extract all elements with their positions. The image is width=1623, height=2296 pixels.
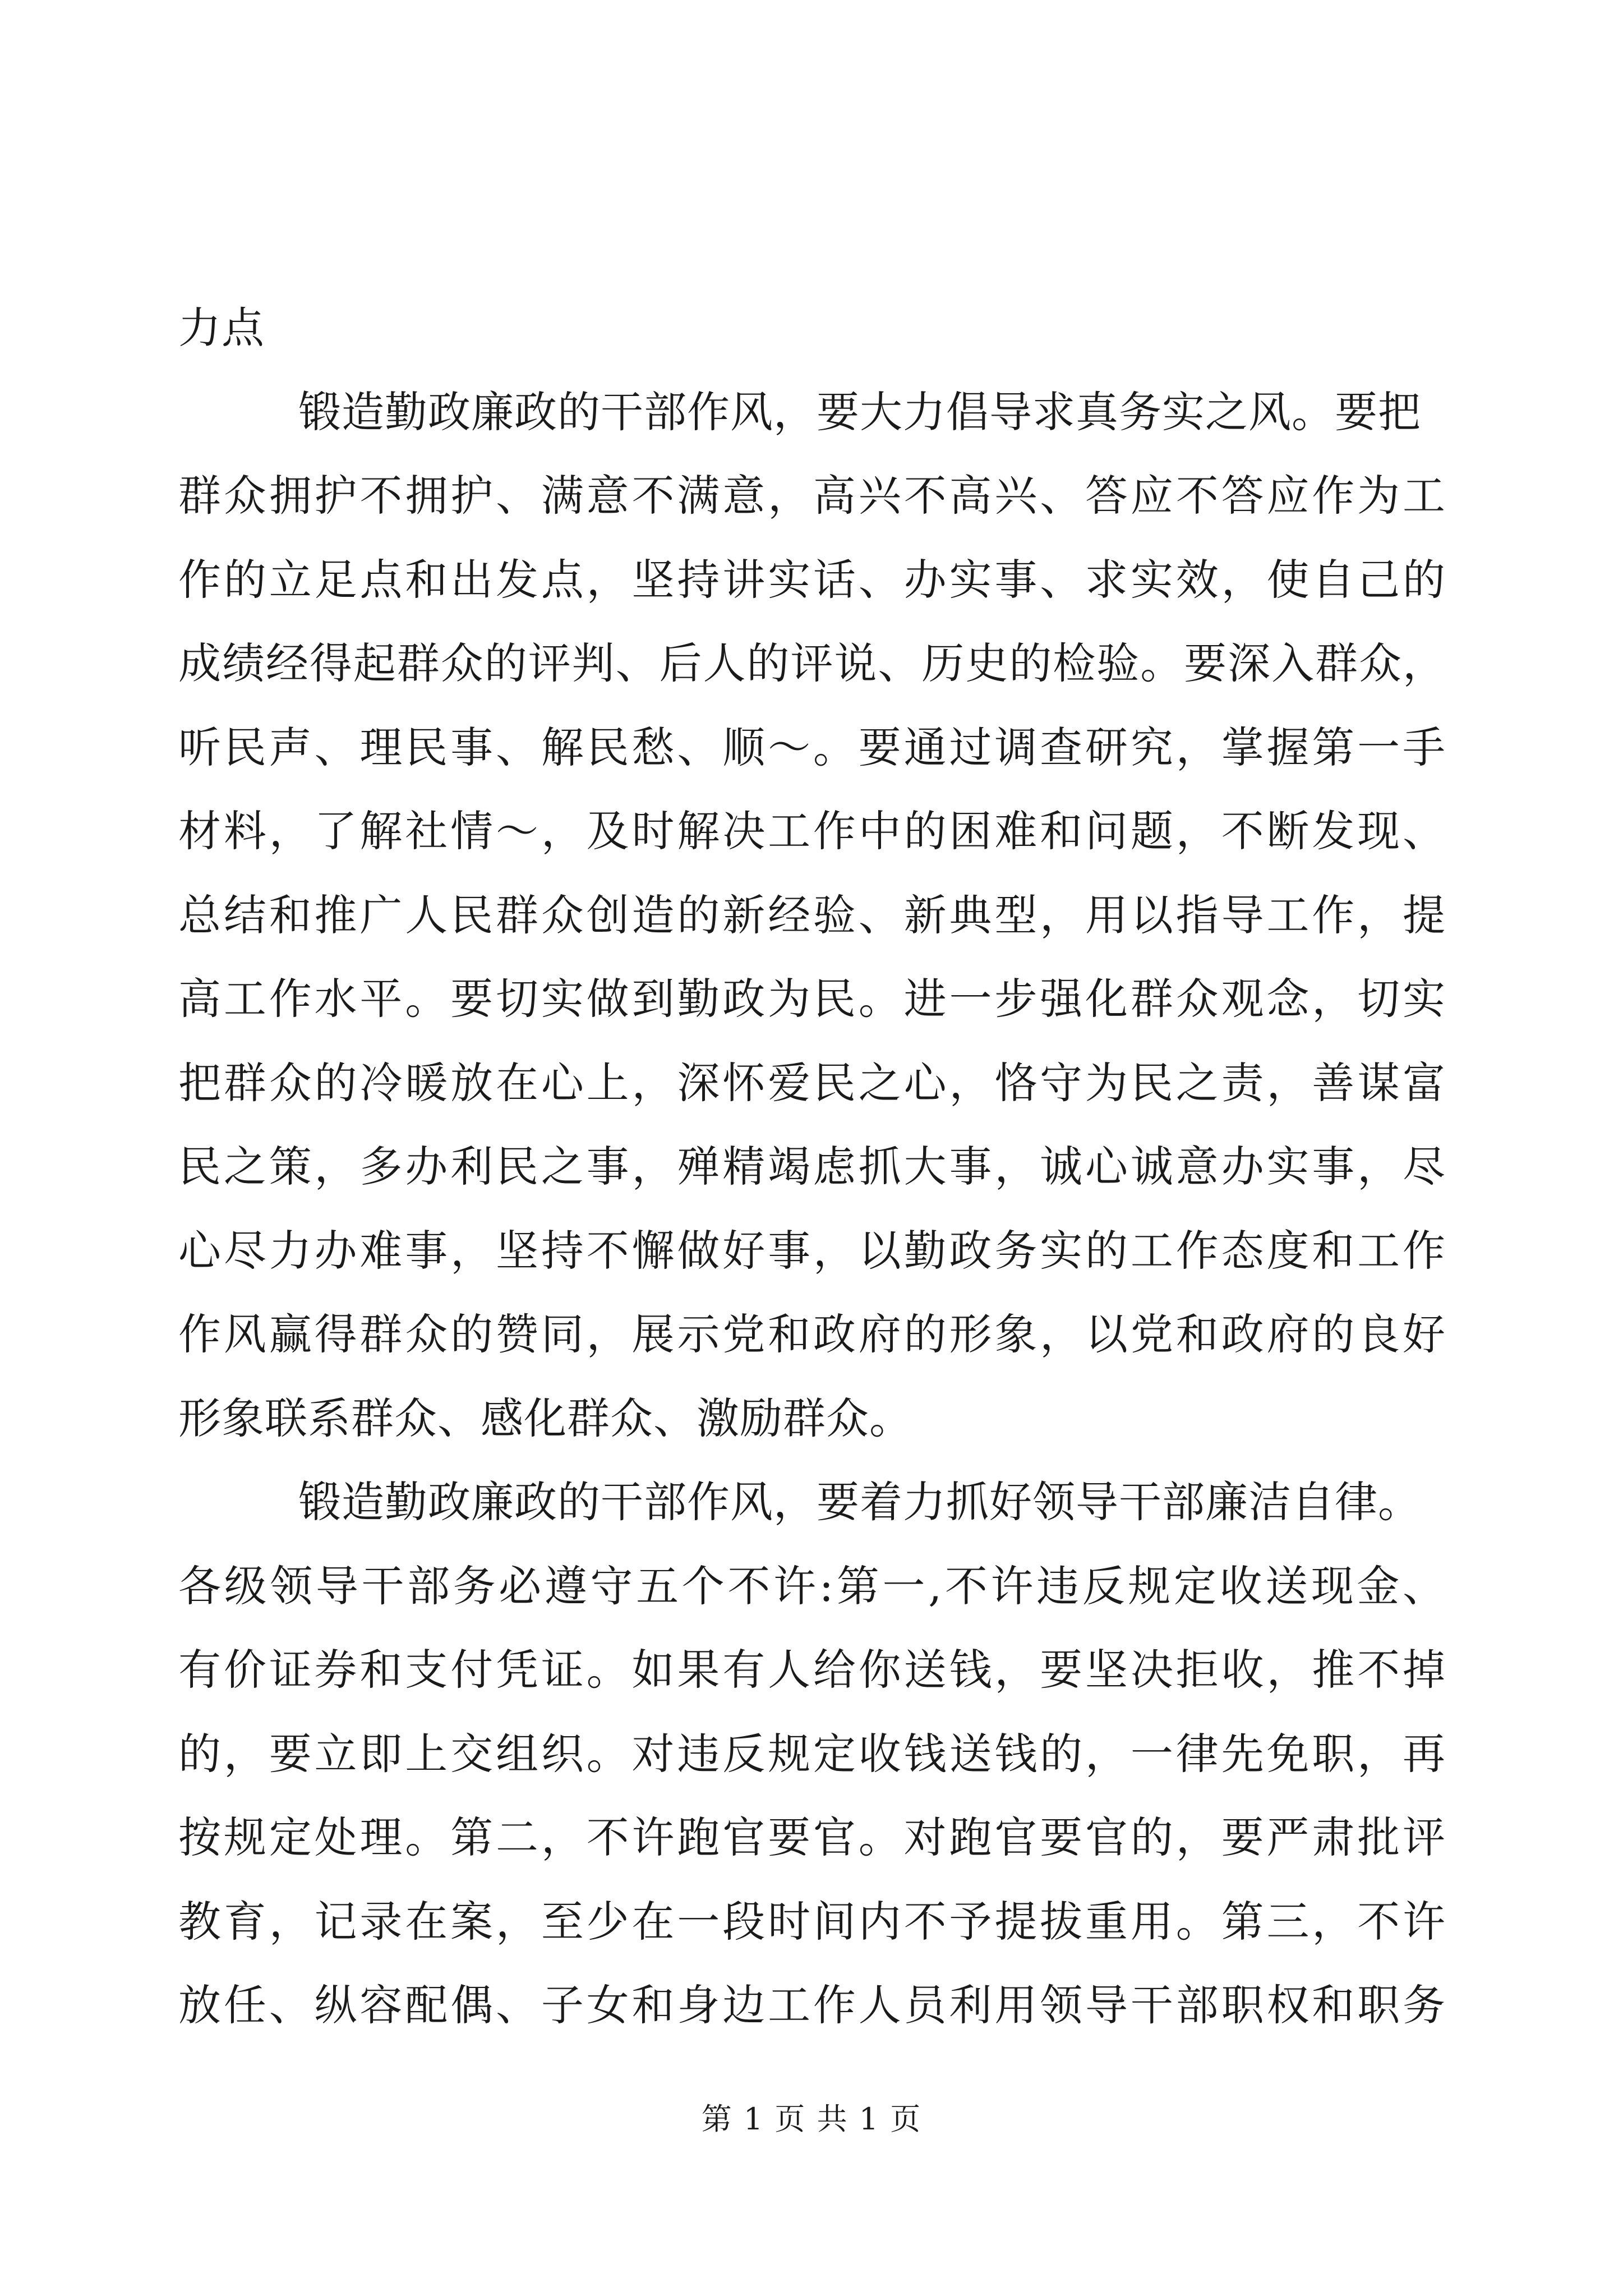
- text-line: 心尽力办难事，坚持不懈做好事，以勤政务实的工作态度和工作: [178, 1225, 1446, 1276]
- text-line: 总结和推广人民群众创造的新经验、新典型，用以指导工作，提: [178, 890, 1446, 940]
- text-line: 作的立足点和出发点，坚持讲实话、办实事、求实效，使自己的: [178, 554, 1446, 605]
- text-line: 民之策，多办利民之事，殚精竭虑抓大事，诚心诚意办实事，尽: [178, 1142, 1446, 1191]
- text-line: 锻造勤政廉政的干部作风，要大力倡导求真务实之风。要把: [298, 386, 1421, 437]
- text-line: 的，要立即上交组织。对违反规定收钱送钱的，一律先免职，再: [178, 1728, 1446, 1779]
- text-line: 材料，了解社情～，及时解决工作中的困难和问题，不断发现、: [178, 806, 1446, 856]
- text-line: 作风赢得群众的赞同，展示党和政府的形象，以党和政府的良好: [178, 1309, 1446, 1359]
- page-number: 第 1 页 共 1 页: [701, 2101, 922, 2137]
- text-line: 把群众的冷暖放在心上，深怀爱民之心，恪守为民之责，善谋富: [178, 1057, 1446, 1108]
- text-line: 按规定处理。第二，不许跑官要官。对跑官要官的，要严肃批评: [178, 1812, 1446, 1862]
- text-line: 高工作水平。要切实做到勤政为民。进一步强化群众观念，切实: [178, 974, 1446, 1024]
- text-line: 形象联系群众、感化群众、激励群众。: [178, 1393, 912, 1443]
- text-line: 力点: [178, 303, 265, 353]
- text-line: 各级领导干部务必遵守五个不许:第一,不许违反规定收送现金、: [178, 1561, 1446, 1611]
- text-line: 成绩经得起群众的评判、后人的评说、历史的检验。要深入群众，: [178, 638, 1446, 688]
- text-line: 教育，记录在案，至少在一段时间内不予提拔重用。第三，不许: [178, 1896, 1446, 1947]
- text-line: 锻造勤政廉政的干部作风，要着力抓好领导干部廉洁自律。: [298, 1477, 1421, 1527]
- text-line: 放任、纵容配偶、子女和身边工作人员利用领导干部职权和职务: [178, 1980, 1446, 2030]
- page-footer: [0, 2095, 1623, 2138]
- document-body: [178, 286, 1446, 2047]
- text-line: 听民声、理民事、解民愁、顺～。要通过调查研究，掌握第一手: [178, 722, 1446, 772]
- text-line: 群众拥护不拥护、满意不满意，高兴不高兴、答应不答应作为工: [178, 471, 1446, 521]
- text-line: 有价证券和支付凭证。如果有人给你送钱，要坚决拒收，推不掉: [178, 1645, 1446, 1695]
